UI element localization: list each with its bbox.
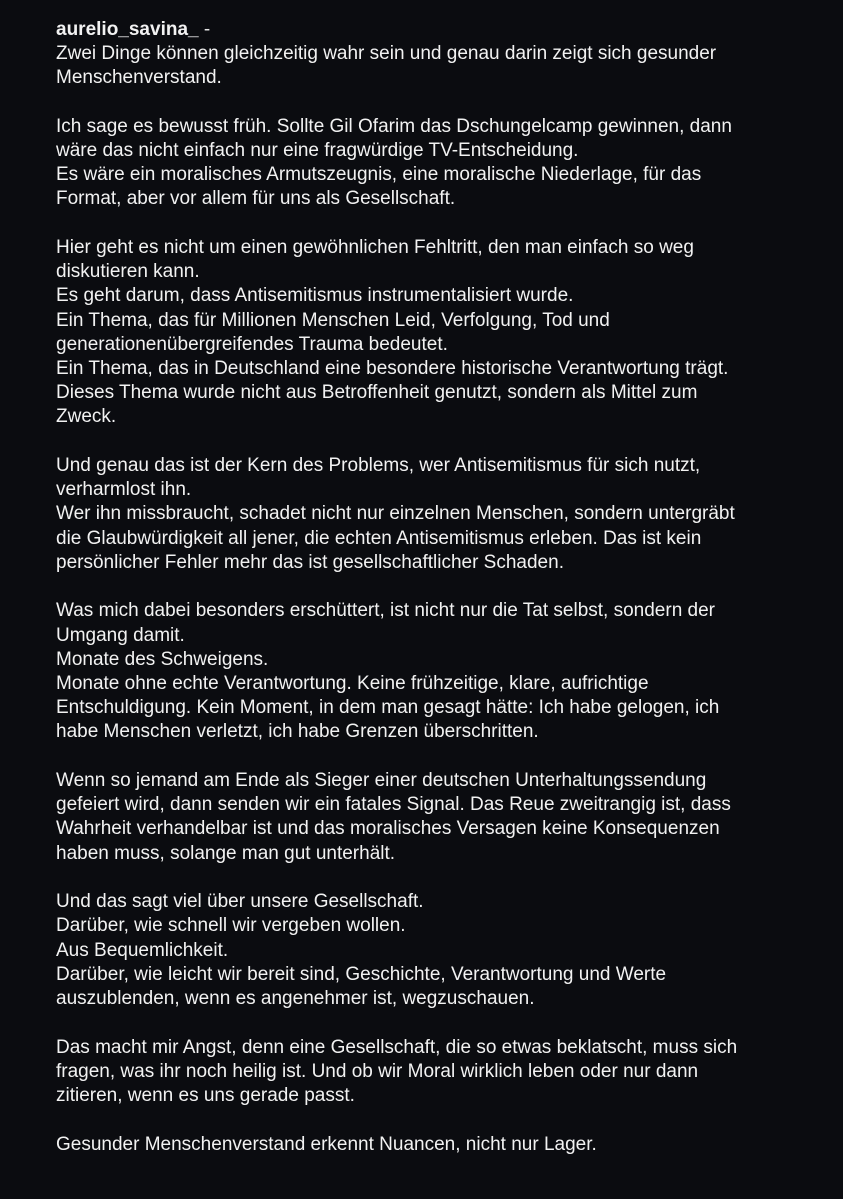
post-text-line: Entschuldigung. Kein Moment, in dem man gesagt hätte: Ich habe gelogen, ich — [56, 697, 720, 719]
post-text-line: haben muss, solange man gut unterhält. — [56, 842, 396, 864]
post-text-line: Es wäre ein moralisches Armutszeugnis, eine moralische Niederlage, für das — [56, 164, 702, 186]
post-paragraph — [56, 599, 796, 744]
author-username[interactable]: aurelio_savina_ — [56, 19, 199, 40]
author-separator: - — [203, 19, 211, 40]
post-text-line: auszublenden, wenn es angenehmer ist, wegzuschauen. — [56, 988, 535, 1010]
post-text-line: generationenübergreifendes Trauma bedeutet. — [56, 333, 448, 355]
post-text-line: Ein Thema, das für Millionen Menschen Leid, Verfolgung, Tod und — [56, 309, 610, 331]
post-paragraph — [56, 115, 796, 212]
post-text-line: Gesunder Menschenverstand erkennt Nuancen, nicht nur Lager. — [56, 1133, 597, 1155]
post-paragraph — [56, 236, 796, 430]
post-text-line: Dieses Thema wurde nicht aus Betroffenheit genutzt, sondern als Mittel zum — [56, 382, 698, 404]
post-text-line: Format, aber vor allem für uns als Gesellschaft. — [56, 188, 456, 210]
post-text-line: fragen, was ihr noch heilig ist. Und ob wir Moral wirklich leben oder nur dann — [56, 1060, 699, 1082]
post-paragraph — [56, 890, 796, 1011]
post-text-line: Und genau das ist der Kern des Problems, wer Antisemitismus für sich nutzt, — [56, 455, 701, 477]
post-text-line: Umgang damit. — [56, 624, 185, 646]
post-text-line: habe Menschen verletzt, ich habe Grenzen überschritten. — [56, 721, 539, 743]
post-text-line: Darüber, wie leicht wir bereit sind, Geschichte, Verantwortung und Werte — [56, 963, 667, 985]
post-text-line: Was mich dabei besonders erschüttert, ist nicht nur die Tat selbst, sondern der — [56, 600, 715, 622]
post-text-line: gefeiert wird, dann senden wir ein fatales Signal. Das Reue zweitrangig ist, dass — [56, 794, 731, 816]
post-body — [56, 42, 796, 1157]
post-paragraph — [56, 1133, 796, 1157]
post-text-line: persönlicher Fehler mehr das ist gesellschaftlicher Schaden. — [56, 551, 564, 573]
post-text-line: Monate ohne echte Verantwortung. Keine frühzeitige, klare, aufrichtige — [56, 673, 649, 695]
post — [56, 18, 796, 1181]
post-text-line: Zweck. — [56, 406, 117, 428]
post-text-line: zitieren, wenn es uns gerade passt. — [56, 1085, 355, 1107]
post-text-line: die Glaubwürdigkeit all jener, die echten Antisemitismus erleben. Das ist kein — [56, 527, 702, 549]
post-text-line: Es geht darum, dass Antisemitismus instrumentalisiert wurde. — [56, 285, 574, 307]
post-text-line: Wenn so jemand am Ende als Sieger einer deutschen Unterhaltungssendung — [56, 770, 707, 792]
post-text-line: Wer ihn missbraucht, schadet nicht nur einzelnen Menschen, sondern untergräbt — [56, 503, 735, 525]
post-text-line: Ein Thema, das in Deutschland eine besondere historische Verantwortung trägt. — [56, 358, 729, 380]
post-text-line: Hier geht es nicht um einen gewöhnlichen Fehltritt, den man einfach so weg — [56, 237, 694, 258]
post-author-row — [56, 18, 796, 42]
post-text-line: diskutieren kann. — [56, 261, 200, 283]
post-text-line: Und das sagt viel über unsere Gesellschaft. — [56, 891, 424, 913]
post-paragraph — [56, 769, 796, 866]
post-text-line: Ich sage es bewusst früh. Sollte Gil Ofarim das Dschungelcamp gewinnen, dann — [56, 115, 732, 137]
post-text-line: Menschenverstand. — [56, 67, 222, 89]
post-paragraph — [56, 1036, 796, 1109]
post-text-line: Das macht mir Angst, denn eine Gesellschaft, die so etwas beklatscht, muss sich — [56, 1036, 738, 1058]
post-text-line: Zwei Dinge können gleichzeitig wahr sein und genau darin zeigt sich gesunder — [56, 43, 717, 64]
post-text-line: verharmlost ihn. — [56, 479, 192, 501]
post-text-line: Darüber, wie schnell wir vergeben wollen. — [56, 915, 406, 937]
post-text-line: Monate des Schweigens. — [56, 648, 269, 670]
post-paragraph — [56, 454, 796, 575]
post-text-line: wäre das nicht einfach nur eine fragwürdige TV-Entscheidung. — [56, 140, 579, 161]
post-paragraph — [56, 42, 796, 90]
post-text-line: Aus Bequemlichkeit. — [56, 939, 229, 961]
post-text-line: Wahrheit verhandelbar ist und das moralisches Versagen keine Konsequenzen — [56, 818, 720, 840]
